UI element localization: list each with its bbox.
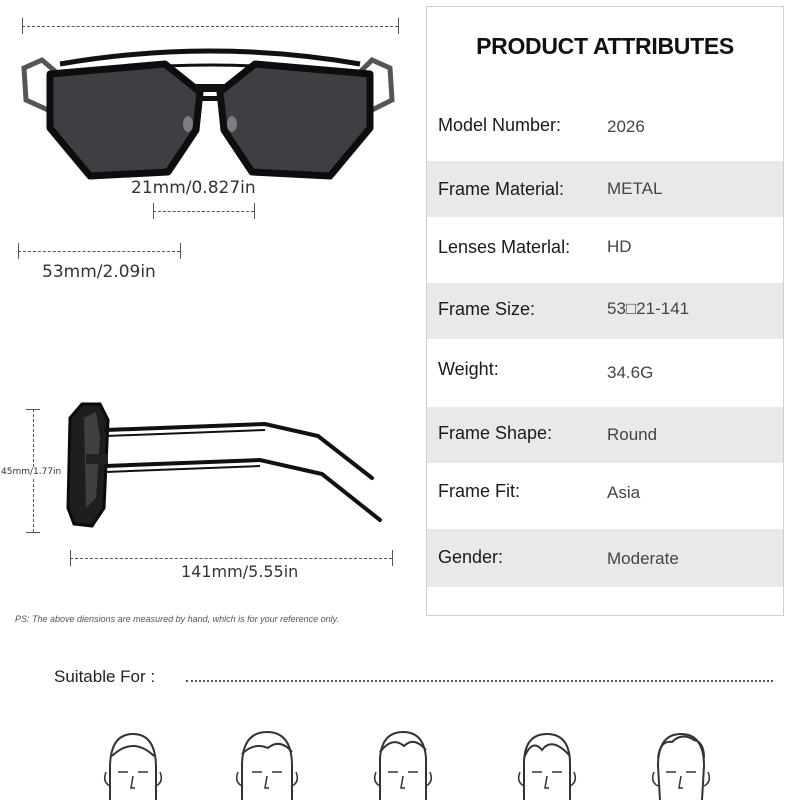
attribute-row-lenses-material (427, 217, 783, 283)
top-dimension-tick-right (398, 18, 399, 34)
attribute-row-weight (427, 339, 783, 407)
bridge-dimension-line (153, 211, 254, 212)
temple-length-label: 141mm/5.55in (181, 562, 299, 581)
attribute-label: Frame Shape: (438, 423, 553, 443)
sunglasses-side-view (60, 398, 390, 533)
attribute-row-frame-shape (427, 407, 783, 463)
bridge-dimension-tick-left (153, 203, 154, 219)
suitable-for-label: Suitable For : (54, 667, 156, 686)
lens-width-tick-left (18, 243, 19, 259)
lens-width-line (18, 251, 180, 252)
product-attributes-title: PRODUCT ATTRIBUTES (476, 33, 734, 59)
attribute-value: Asia (607, 483, 641, 502)
oval-face-icon (98, 728, 168, 800)
suitable-for-dotted-line (186, 680, 773, 682)
lens-width-tick-right (180, 243, 181, 259)
square-face-icon (368, 728, 438, 800)
measurement-note: PS: The above diensions are measured by hand, which is for your reference only. (15, 614, 340, 624)
attribute-value: HD (607, 237, 632, 256)
attribute-label: Weight: (438, 359, 499, 379)
heart-face-icon (512, 728, 582, 800)
bridge-dimension-tick-right (254, 203, 255, 219)
attribute-value: 34.6G (607, 363, 654, 382)
temple-length-tick-left (70, 550, 71, 566)
attribute-value: 2026 (607, 117, 645, 136)
attribute-label: Lenses Materlal: (438, 237, 571, 257)
attribute-value: Moderate (607, 549, 679, 568)
attribute-label: Model Number: (438, 115, 562, 135)
diamond-face-icon (646, 728, 716, 800)
attribute-label: Frame Material: (438, 179, 565, 199)
attribute-row-frame-fit (427, 463, 783, 529)
attribute-row-frame-size (427, 283, 783, 339)
lens-height-tick-top (26, 409, 40, 410)
attribute-value: METAL (607, 179, 663, 198)
temple-length-tick-right (392, 550, 393, 566)
sunglasses-front-view (20, 40, 400, 185)
attribute-label: Frame Fit: (438, 481, 521, 501)
round-face-icon (232, 728, 302, 800)
lens-width-label: 53mm/2.09in (42, 262, 156, 282)
attribute-value: 53□21-141 (607, 299, 690, 318)
lens-height-label: 45mm/1.77in (1, 467, 62, 477)
attribute-label: Frame Size: (438, 299, 536, 319)
attribute-row-frame-material (427, 161, 783, 217)
product-attributes-panel (426, 6, 784, 616)
attribute-row-model-number (427, 93, 783, 161)
top-dimension-line (22, 26, 398, 27)
lens-height-tick-bottom (26, 532, 40, 533)
temple-length-line (70, 558, 392, 559)
attribute-row-gender (427, 529, 783, 587)
top-dimension-tick-left (22, 18, 23, 34)
bridge-dimension-label: 21mm/0.827in (131, 178, 256, 198)
attribute-label: Gender: (438, 547, 504, 567)
attribute-value: Round (607, 425, 658, 444)
